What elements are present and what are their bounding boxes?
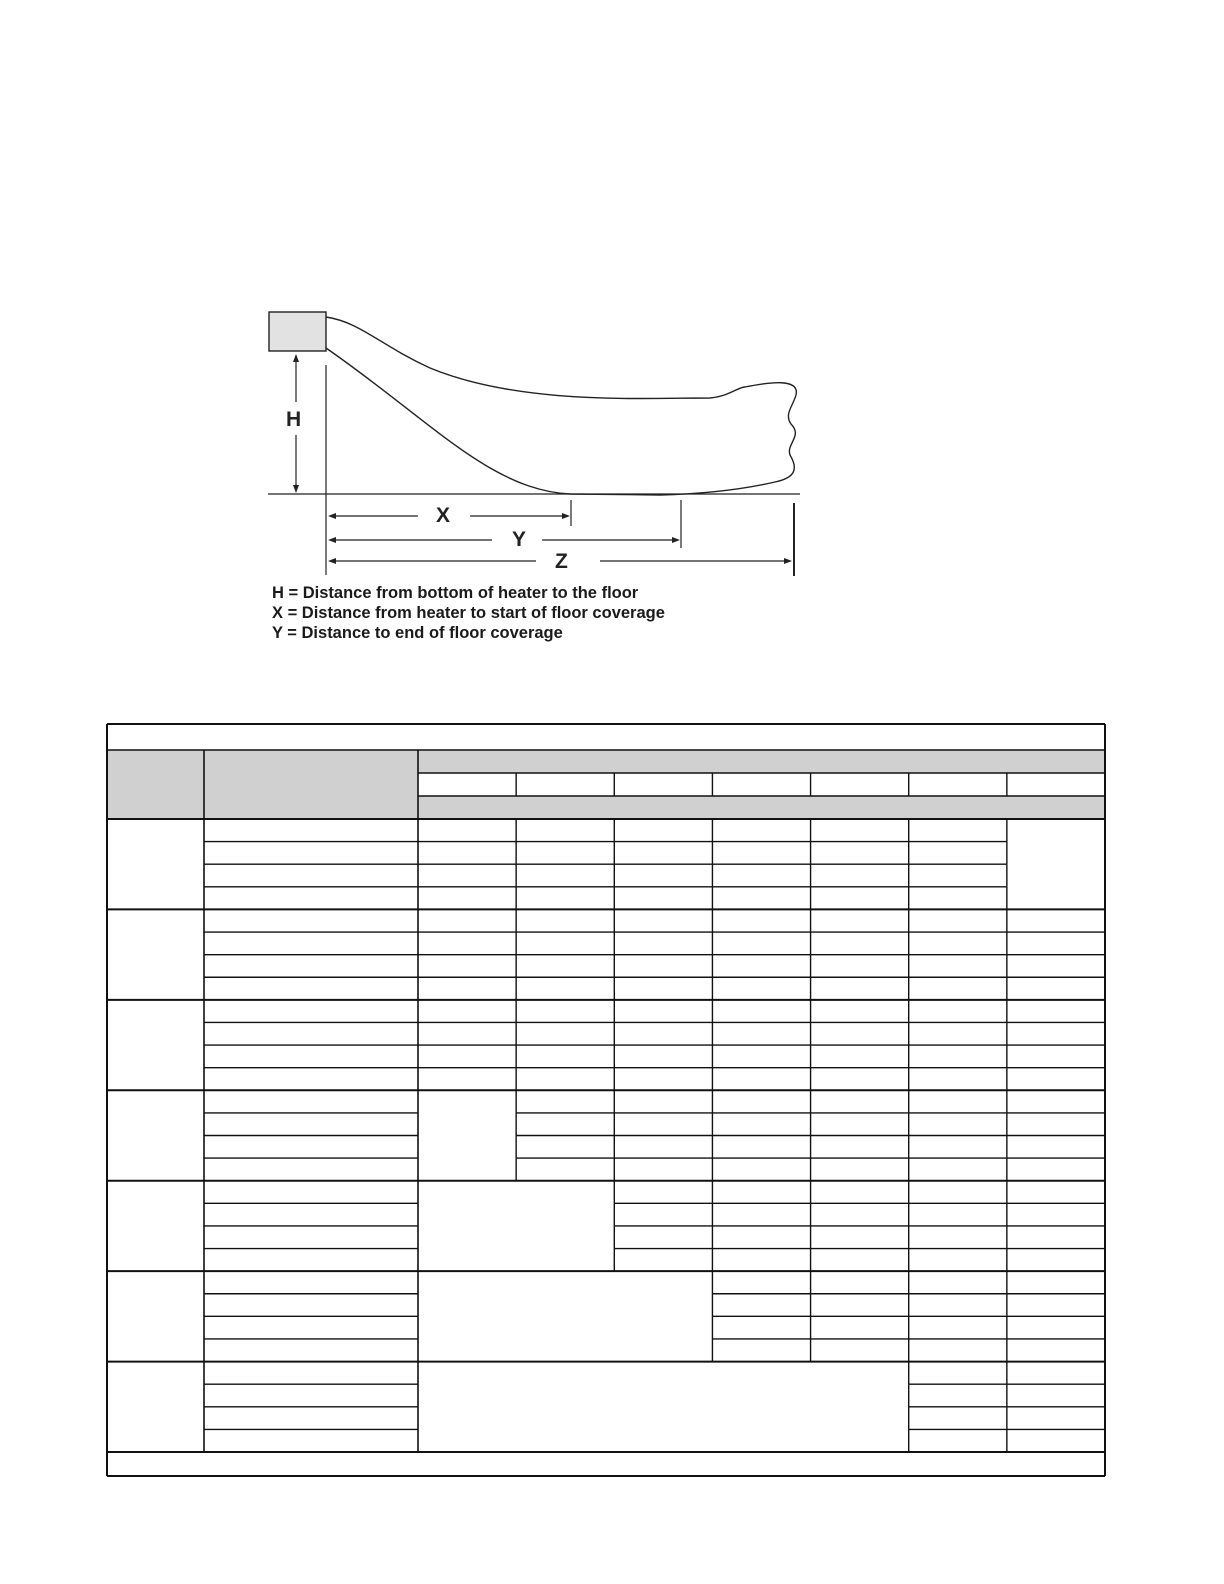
z-label: Z — [555, 550, 568, 573]
legend-y: Y = Distance to end of floor coverage — [272, 624, 563, 642]
legend-h: H = Distance from bottom of heater to the floor — [272, 584, 639, 602]
table-subheader-cells — [418, 773, 1105, 796]
h-label: H — [286, 408, 302, 431]
legend-x: X = Distance from heater to start of floor coverage — [272, 604, 665, 622]
x-label: X — [436, 504, 451, 527]
y-label: Y — [512, 528, 527, 551]
